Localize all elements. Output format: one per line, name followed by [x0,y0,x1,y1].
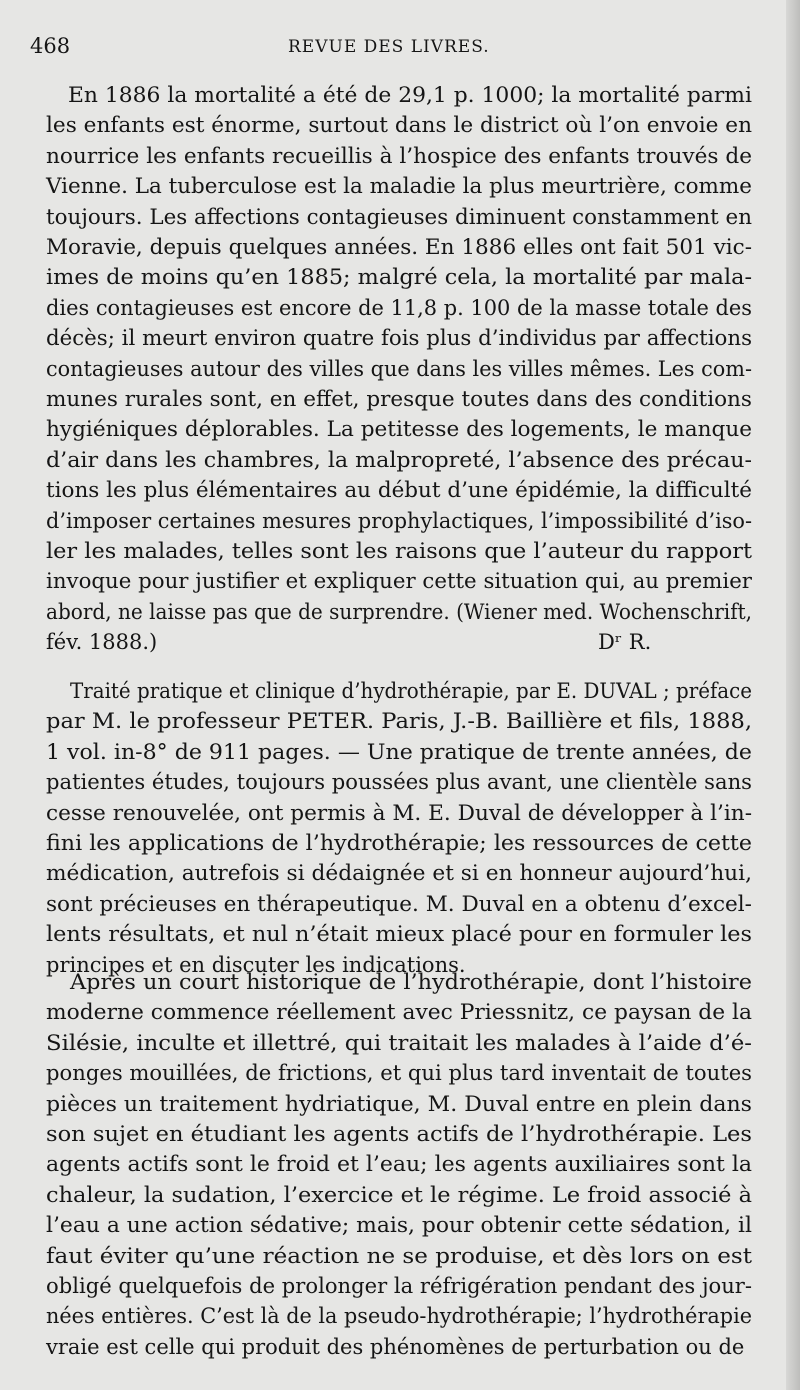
text-line: obligé quelquefois de prolonger la réfrigération pendant des jour- [46,1274,752,1298]
text-line: par M. le professeur PETER. Paris, J.-B. Baillière et fils, 1888, [46,709,753,734]
text-line: dies contagieuses est encore de 11,8 p. 100 de la masse totale des [46,295,752,320]
text-line: décès; il meurt environ quatre fois plus d’individus par affections [46,326,753,351]
text-line: nées entières. C’est là de la pseudo-hydrothérapie; l’hydrothérapie [46,1304,753,1329]
text-line: 1 vol. in-8° de 911 pages. — Une pratique de trente années, de [46,739,752,764]
text-line: vraie est celle qui produit des phénomènes de perturbation ou de [46,1334,745,1359]
text-line: cesse renouvelée, ont permis à M. E. Duval de développer à l’in- [46,800,753,825]
text-line: tions les plus élémentaires au début d’une épidémie, la difficulté [46,478,753,503]
text-line: Silésie, inculte et illettré, qui traitait les malades à l’aide d’é- [46,1030,752,1055]
text-line: faut éviter qu’une réaction ne se produise, et dès lors on est [46,1243,752,1268]
text-line: munes rurales sont, en effet, presque toutes dans des conditions [46,387,752,411]
text-line: les enfants est énorme, surtout dans le district où l’on envoie en [46,113,753,138]
text-line: son sujet en étudiant les agents actifs de l’hydrothérapie. Les [46,1122,753,1146]
text-line: hygiéniques déplorables. La petitesse des logements, le manque [46,417,753,442]
text-line: sont précieuses en thérapeutique. M. Duval en a obtenu d’excel- [46,891,752,916]
text-line: Moravie, depuis quelques années. En 1886 elles ont fait 501 vic- [46,235,752,259]
text-line: En 1886 la mortalité a été de 29,1 p. 1000; la mortalité parmi [68,83,752,107]
text-line: toujours. Les affections contagieuses diminuent constamment en [46,204,752,229]
text-line: moderne commence réellement avec Priessnitz, ce paysan de la [46,1000,752,1025]
text-line: lents résultats, et nul n’était mieux placé pour en formuler les [46,922,753,947]
text-line: ponges mouillées, de frictions, et qui plus tard inventait de toutes [46,1061,753,1086]
page-edge-shadow [786,0,800,1390]
text-line: abord, ne laisse pas que de surprendre. (Wiener med. Wochenschrift, [46,599,753,624]
text-line: contagieuses autour des villes que dans les villes mêmes. Les com- [46,356,753,381]
text-line: agents actifs sont le froid et l’eau; les agents auxiliaires sont la [46,1152,753,1177]
text-line: médication, autrefois si dédaignée et si en honneur aujourd’hui, [46,861,752,886]
text-line: nourrice les enfants recueillis à l’hospice des enfants trouvés de [46,143,753,168]
page-header [0,34,800,68]
text-line: d’imposer certaines mesures prophylactiques, l’impossibilité d’iso- [46,508,753,533]
text-line: fév. 1888.) [46,630,158,655]
signature: Dʳ R. [598,630,652,655]
text-line: pièces un traitement hydriatique, M. Duval entre en plein dans [46,1091,753,1116]
page-number: 468 [30,34,71,58]
text-line: Vienne. La tuberculose est la maladie la plus meurtrière, comme [46,174,752,199]
text-line: Traité pratique et clinique d’hydrothérapie, par E. DUVAL ; préface [70,679,753,703]
text-line: d’air dans les chambres, la malpropreté, l’absence des précau- [46,447,752,472]
text-line: principes et en discuter les indications. [46,952,466,977]
running-head: REVUE DES LIVRES. [288,37,490,57]
text-line: chaleur, la sudation, l’exercice et le régime. Le froid associé à [46,1182,752,1207]
text-line: l’eau a une action sédative; mais, pour obtenir cette sédation, il [46,1213,753,1238]
text-line: patientes études, toujours poussées plus avant, une clientèle sans [46,770,752,795]
text-line: invoque pour justifier et expliquer cette situation qui, au premier [46,569,752,594]
text-line: ler les malades, telles sont les raisons que l’auteur du rapport [46,539,752,563]
text-line: Après un court historique de l’hydrothérapie, dont l’histoire [70,970,752,994]
text-line: fini les applications de l’hydrothérapie; les ressources de cette [46,831,752,855]
text-line: imes de moins qu’en 1885; malgré cela, la mortalité par mala- [46,265,753,290]
